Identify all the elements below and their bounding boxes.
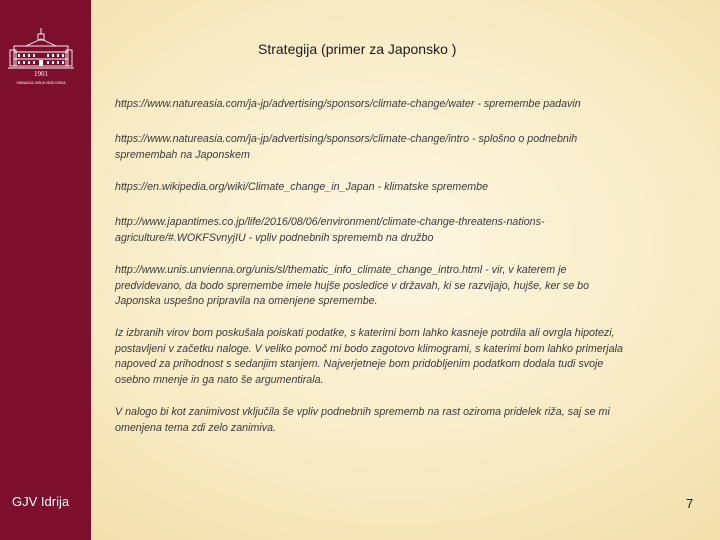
source-item: https://en.wikipedia.org/wiki/Climate_change_in_Japan - klimatske spremembe [115,181,489,193]
paragraph-interest: V nalogo bi kot zanimivost vključila še vpliv podnebnih sprememb na rast oziroma pridelek riža, saj se mi omenjena tema zdi zelo zanimiva. [115,406,610,434]
logo-year: 1901 [34,70,48,78]
source-item: http://www.japantimes.co.jp/life/2016/08/06/environment/climate-change-threatens-nations-agriculture/#.WOKFSvnyjIU - vpliv podnebnih sprememb na družbo [115,216,545,244]
source-item: http://www.unis.unvienna.org/unis/sl/thematic_info_climate_change_intro.html - vir, v katerem je predvidevano, da bodo spremembe imele hujše posledice v državah, ki se razvijajo, hujše, ker se bo Japonska uspešno pripravila na omenjene spremembe. [115,264,590,307]
paragraph-plan: Iz izbranih virov bom poskušala poiskati podatke, s katerimi bom lahko kasneje potrdila ali ovrgla hipotezi, postavljeni v začetku naloge. V veliko pomoč mi bodo zagotovo klimogrami, s katerimi bom lahko primerjala napoved za prihodnost s sedanjim stanjem. Najverjetneje bom pridobljenim podatkom dodala tudi svoje osebno mnenje in ga nato še argumentirala. [115,327,623,386]
logo-caption: GIMNAZIJA JURIJA VEGE IDRIJA [16,81,66,85]
footer-school-name: GJV Idrija [12,494,70,509]
source-item: https://www.natureasia.com/ja-jp/advertising/sponsors/climate-change/water - spremembe padavin [115,98,581,110]
school-building-icon [8,26,74,88]
source-item: https://www.natureasia.com/ja-jp/advertising/sponsors/climate-change/intro - splošno o podnebnih spremembah na Japonskem [115,133,578,161]
slide-title: Strategija (primer za Japonsko ) [258,41,457,57]
school-logo [8,26,74,88]
page-number: 7 [686,496,694,511]
sidebar [0,0,91,540]
